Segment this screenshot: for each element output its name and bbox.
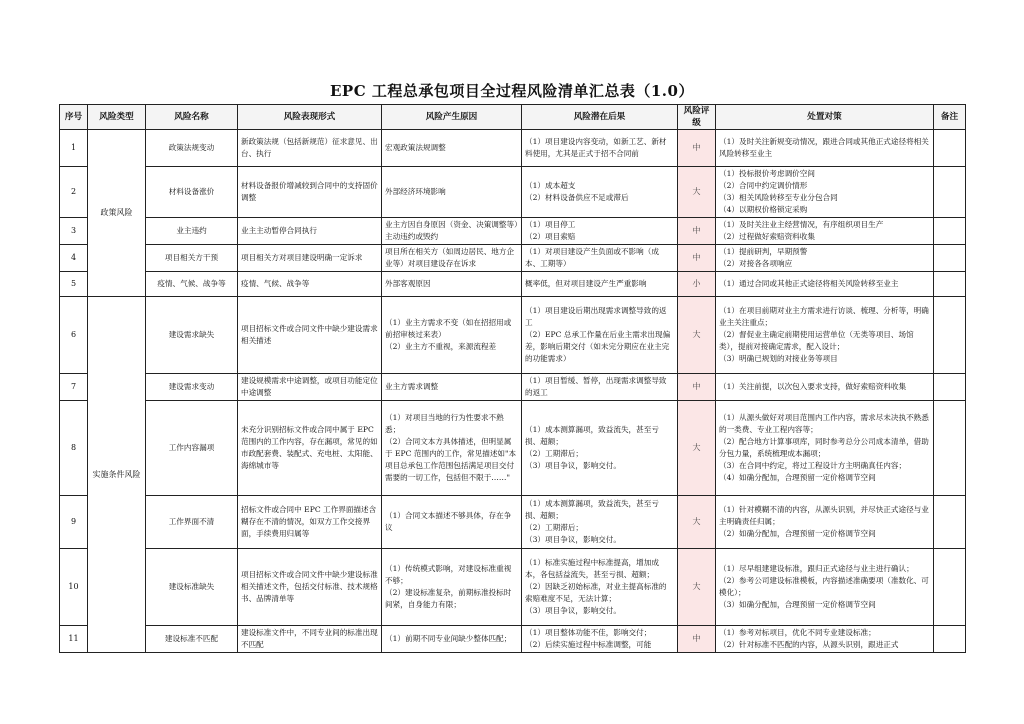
risk-measure — [716, 496, 934, 549]
risk-measure — [716, 167, 934, 218]
risk-name: 业主违约 — [146, 218, 238, 245]
risk-grade: 中 — [678, 130, 716, 167]
cell-line: 招标文件或合同中 EPC 工作界面描述含糊存在不清的情况，如双方工作交接界面，手续费用归属等 — [241, 505, 377, 538]
cell-line: （1）针对模糊不清的内容，从源头识别，并尽快正式途径与业主明确责任归属； — [719, 505, 929, 526]
table-row — [60, 401, 966, 496]
risk-form — [238, 167, 382, 218]
table-row — [60, 245, 966, 272]
risk-result — [522, 374, 678, 401]
risk-name: 政策法规变动 — [146, 130, 238, 167]
cell-line: （2）材料设备供应不足或滞后 — [525, 193, 629, 202]
row-number: 10 — [60, 549, 88, 626]
risk-form — [238, 130, 382, 167]
header-cell: 序号 — [60, 105, 88, 130]
remark-cell — [934, 130, 966, 167]
risk-cause — [382, 167, 522, 218]
risk-form — [238, 401, 382, 496]
risk-result — [522, 626, 678, 653]
risk-cause — [382, 401, 522, 496]
cell-line: （1）对项目建设产生负面或不影响（成本、工期等） — [525, 247, 659, 268]
table-row — [60, 626, 966, 653]
header-cell: 风险类型 — [88, 105, 146, 130]
cell-line: 建设标准文件中，不同专业间的标准出现不匹配 — [241, 628, 378, 649]
cell-line: 未充分识别招标文件或合同中属于 EPC 范围内的工作内容，存在漏项，常见的如市政配套费、装配式、充电桩、太阳能、海绵城市等 — [241, 425, 378, 470]
cell-line: （2）工期滞后； — [525, 449, 583, 458]
header-cell: 风险潜在后果 — [522, 105, 678, 130]
remark-cell — [934, 401, 966, 496]
cell-line: （1）提前研判，早期预警 — [719, 247, 808, 256]
cell-line: 项目所在相关方（如周边居民、地方企业等）对项目建设存在诉求 — [385, 247, 515, 268]
cell-line: （2）业主方不重视，来源流程差 — [385, 342, 497, 351]
document-title: EPC 工程总承包项目全过程风险清单汇总表（1.0） — [330, 82, 694, 100]
row-number: 11 — [60, 626, 88, 653]
risk-cause — [382, 374, 522, 401]
risk-grade: 中 — [678, 218, 716, 245]
risk-grade: 中 — [678, 374, 716, 401]
cell-line: （1）传统模式影响，对建设标准重视不够； — [385, 564, 512, 585]
cell-line: （2）针对标准不匹配的内容，从源头识别，跟进正式 — [719, 640, 899, 649]
cell-line: （2）督促业主确定前期使用运营单位（无类等项目、场馆类），提前对接确定需求，配入设计； — [719, 330, 914, 351]
table-row — [60, 549, 966, 626]
risk-result — [522, 167, 678, 218]
header-cell: 风险评级 — [678, 105, 716, 130]
cell-line: （3）如确分配加，合理预留一定价格调节空间 — [719, 600, 876, 609]
table-row — [60, 374, 966, 401]
risk-grade: 中 — [678, 245, 716, 272]
table-row — [60, 496, 966, 549]
cell-line: （1）合同文本描述不够具体，存在争议 — [385, 511, 512, 532]
risk-result — [522, 549, 678, 626]
risk-grade: 大 — [678, 549, 716, 626]
header-cell: 备注 — [934, 105, 966, 130]
cell-line: （1）项目建设内容变动，如新工艺、新材料使用，尤其是正式于招不合同前 — [525, 137, 667, 158]
cell-line: （1）及时关注新规变动情况，跟进合同或其他正式途径将相关风险转移至业主 — [719, 137, 929, 158]
cell-line: （2）过程做好索赔资料收集 — [719, 232, 815, 241]
cell-line: （2）工期滞后； — [525, 523, 583, 532]
risk-measure — [716, 374, 934, 401]
risk-form — [238, 626, 382, 653]
cell-line: 建设规模需求中途调整，或项目功能定位中途调整 — [241, 376, 378, 397]
cell-line: （1）项目建设后期出现需求调整导致的返工 — [525, 306, 667, 327]
risk-measure — [716, 245, 934, 272]
cell-line: （1）在项目前期对业主方需求进行访谈、梳理、分析等，明确业主关注重点； — [719, 306, 929, 327]
cell-line: （2）建设标准复杂，前期标准投标时间紧，自身能力有限； — [385, 588, 512, 609]
cell-line: （2）对接各各项响应 — [719, 259, 793, 268]
risk-measure — [716, 297, 934, 374]
cell-line: （2）因缺乏初始标准，对业主提高标准的索赔难度不足，无法计算； — [525, 582, 667, 603]
row-number: 6 — [60, 297, 88, 374]
table-row — [60, 272, 966, 297]
risk-name: 工作界面不清 — [146, 496, 238, 549]
cell-line: （3）项目争议，影响交付。 — [525, 606, 621, 615]
risk-form — [238, 218, 382, 245]
header-cell: 处置对策 — [716, 105, 934, 130]
remark-cell — [934, 549, 966, 626]
cell-line: （1）业主方需求不变（如在招招用或前招审核过来表） — [385, 318, 512, 339]
table-row — [60, 167, 966, 218]
cell-line: 项目招标文件或合同文件中缺少建设标准相关描述文件，包括交付标准、技术规格书、品牌清单等 — [241, 570, 378, 603]
risk-result — [522, 496, 678, 549]
risk-measure — [716, 130, 934, 167]
risk-result — [522, 272, 678, 297]
remark-cell — [934, 297, 966, 374]
cell-line: （1）成本超支 — [525, 181, 576, 190]
cell-line: （1）标准实施过程中标准提高，增加成本，各包括益流失，甚至亏损、超额； — [525, 558, 659, 579]
risk-measure — [716, 549, 934, 626]
cell-line: （2）合同中约定调价情形 — [719, 181, 808, 190]
header-cell: 风险名称 — [146, 105, 238, 130]
table-row — [60, 130, 966, 167]
risk-name: 建设标准缺失 — [146, 549, 238, 626]
cell-line: （3）在合同中约定，将过工程设计方主明确真任内容； — [719, 461, 907, 470]
risk-name: 建设需求变动 — [146, 374, 238, 401]
table-row — [60, 297, 966, 374]
risk-form — [238, 245, 382, 272]
risk-category: 实施条件风险 — [88, 297, 146, 653]
cell-line: （4）以期权价格锁定采购 — [719, 205, 808, 214]
risk-cause — [382, 496, 522, 549]
cell-line: （1）项目暂缓、暂停，出现需求调整导致的返工 — [525, 376, 667, 397]
risk-grade: 中 — [678, 626, 716, 653]
risk-result — [522, 401, 678, 496]
header-cell: 风险产生原因 — [382, 105, 522, 130]
risk-name: 项目相关方干预 — [146, 245, 238, 272]
risk-category: 政策风险 — [88, 130, 146, 297]
risk-name: 材料设备涨价 — [146, 167, 238, 218]
row-number: 4 — [60, 245, 88, 272]
cell-line: （4）如确分配加，合理预留一定价格调节空间 — [719, 473, 876, 482]
remark-cell — [934, 245, 966, 272]
cell-line: 疫情、气候、战争等 — [241, 279, 310, 288]
cell-line: （2）参考公司建设标准模板，内容描述准确要项（准数化、可模化）； — [719, 576, 929, 597]
risk-form — [238, 297, 382, 374]
cell-line: 宏观政策法规调整 — [385, 143, 446, 152]
cell-line: 业主方因自身原因（资金、决策调整等）主动违约或毁约 — [385, 220, 518, 241]
risk-cause — [382, 245, 522, 272]
cell-line: 项目招标文件或合同文件中缺少建设需求相关描述 — [241, 324, 378, 345]
risk-cause — [382, 297, 522, 374]
cell-line: （2）项目索赔 — [525, 232, 576, 241]
cell-line: （1）对项目当地的行为性要求不熟悉； — [385, 413, 504, 434]
risk-measure — [716, 401, 934, 496]
risk-grade: 小 — [678, 272, 716, 297]
risk-grade: 大 — [678, 297, 716, 374]
cell-line: （1）项目整体功能不佳，影响交付； — [525, 628, 652, 637]
risk-name: 疫情、气候、战争等 — [146, 272, 238, 297]
risk-name: 建设需求缺失 — [146, 297, 238, 374]
risk-cause — [382, 626, 522, 653]
cell-line: （3）项目争议，影响交付。 — [525, 461, 621, 470]
remark-cell — [934, 218, 966, 245]
cell-line: （3）明确已规划的对接业务等项目 — [719, 354, 838, 363]
cell-line: （1）项目停工 — [525, 220, 576, 229]
risk-measure — [716, 218, 934, 245]
table-header-row — [60, 105, 966, 130]
cell-line: （1）从源头做好对项目范围内工作内容，需求尽未决执不熟悉的一类费、专业工程内容等； — [719, 413, 929, 434]
cell-line: （3）项目争议，影响交付。 — [525, 535, 621, 544]
risk-form — [238, 549, 382, 626]
cell-line: （1）及时关注业主经营情况，有序组织项目生产 — [719, 220, 884, 229]
remark-cell — [934, 167, 966, 218]
row-number: 2 — [60, 167, 88, 218]
cell-line: （1）成本测算漏项，致益流失，甚至亏损、超额； — [525, 425, 659, 446]
risk-cause — [382, 549, 522, 626]
row-number: 9 — [60, 496, 88, 549]
remark-cell — [934, 626, 966, 653]
cell-line: （1）成本测算漏项，致益流失，甚至亏损、超额； — [525, 499, 659, 520]
cell-line: 外部经济环境影响 — [385, 187, 446, 196]
risk-form — [238, 272, 382, 297]
cell-line: （1）关注前提，以次包入要求支持，做好索赔资料收集 — [719, 382, 907, 391]
remark-cell — [934, 496, 966, 549]
row-number: 3 — [60, 218, 88, 245]
row-number: 1 — [60, 130, 88, 167]
cell-line: （2）如确分配加，合理预留一定价格调节空间 — [719, 529, 876, 538]
risk-measure — [716, 626, 934, 653]
cell-line: （1）前期不同专业间缺少整体匹配； — [385, 634, 512, 643]
cell-line: 外部客观原因 — [385, 279, 431, 288]
remark-cell — [934, 374, 966, 401]
header-cell: 风险表现形式 — [238, 105, 382, 130]
risk-grade: 大 — [678, 496, 716, 549]
risk-grade: 大 — [678, 167, 716, 218]
cell-line: 材料设备报价增减较到合同中的支持固价调整 — [241, 181, 378, 202]
row-number: 8 — [60, 401, 88, 496]
risk-result — [522, 218, 678, 245]
risk-cause — [382, 272, 522, 297]
risk-form — [238, 496, 382, 549]
risk-grade: 大 — [678, 401, 716, 496]
cell-line: （2）后续实施过程中标准调整，可能 — [525, 640, 652, 649]
cell-line: （2）配合地方计算事项库，同时参考总分公司成本清单，借助分包力量，系统梳理成本漏项； — [719, 437, 929, 458]
cell-line: 业主方需求调整 — [385, 382, 439, 391]
cell-line: （1）通过合同或其他正式途径将相关风险转移至业主 — [719, 279, 899, 288]
cell-line: （2）合同文本方具体描述，但明显属于 EPC 范围内的工作，常见描述如"本项目总承包工作范围包括满足项目交付需要的一切工作，包括但不限于……" — [385, 437, 517, 482]
table-row — [60, 218, 966, 245]
risk-name: 工作内容漏项 — [146, 401, 238, 496]
risk-result — [522, 130, 678, 167]
remark-cell — [934, 272, 966, 297]
row-number: 5 — [60, 272, 88, 297]
cell-line: 新政策法规（包括新规范）征求意见、出台、执行 — [241, 137, 378, 158]
cell-line: （3）相关风险转移至专业分包合同 — [719, 193, 838, 202]
row-number: 7 — [60, 374, 88, 401]
cell-line: 概率低，但对项目建设产生严重影响 — [525, 279, 647, 288]
cell-line: （1）投标报价考虑调价空间 — [719, 169, 815, 178]
cell-line: 项目相关方对项目建设明确一定诉求 — [241, 253, 363, 262]
risk-table — [59, 104, 966, 653]
cell-line: 业主主动暂停合同执行 — [241, 226, 317, 235]
risk-name: 建设标准不匹配 — [146, 626, 238, 653]
cell-line: （2）EPC 总承工作量在后业主需求出现偏差，影响后期交付（如未完分期应在业主完的功能需求） — [525, 330, 671, 363]
risk-result — [522, 297, 678, 374]
risk-form — [238, 374, 382, 401]
risk-result — [522, 245, 678, 272]
cell-line: （1）参考对标项目，优化不同专业建设标准； — [719, 628, 876, 637]
cell-line: （1）尽早组建建设标准，跟归正式途径与业主进行确认； — [719, 564, 914, 573]
risk-cause — [382, 130, 522, 167]
risk-cause — [382, 218, 522, 245]
risk-measure — [716, 272, 934, 297]
